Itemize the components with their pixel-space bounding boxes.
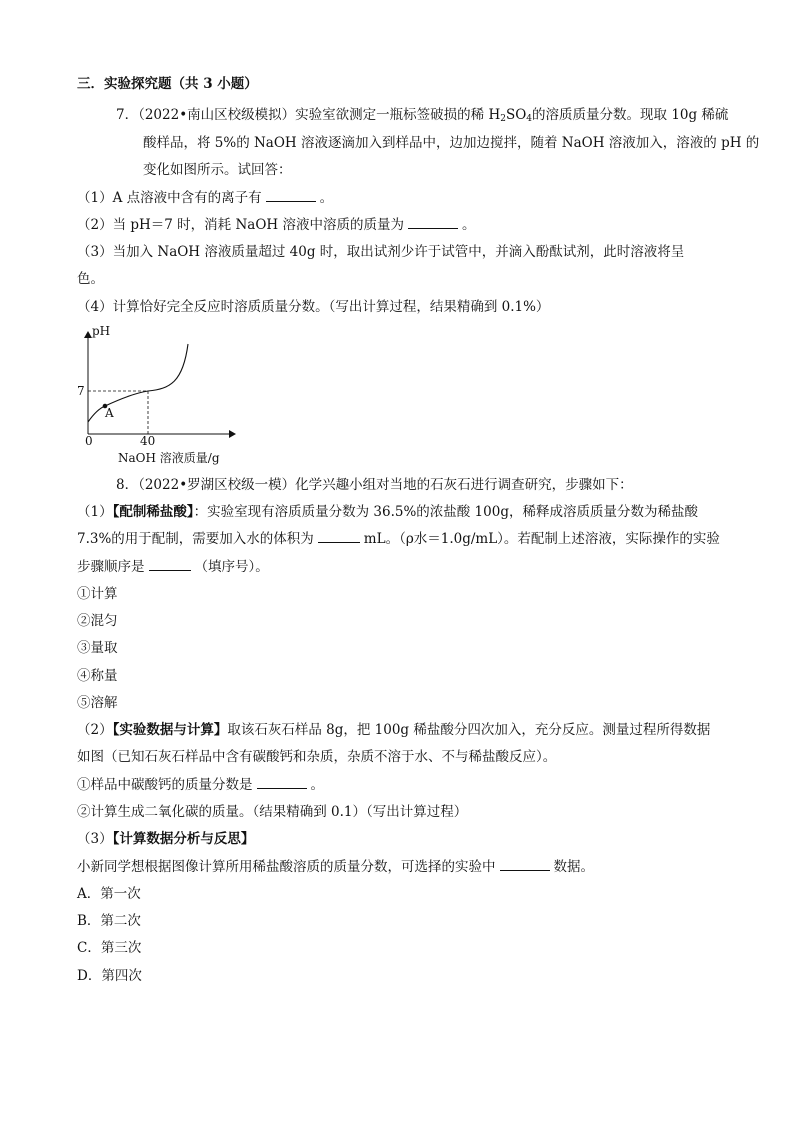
q8-p1-line3 — [77, 557, 269, 577]
step-item: ②混匀 — [77, 613, 118, 629]
origin-label: 0 — [85, 434, 93, 448]
q8-p2-title: 【实验数据与计算】 — [112, 722, 228, 738]
answer-blank[interactable] — [149, 557, 191, 571]
q7-line1-pre: 7．（2022•南山区校级模拟）实验室欲测定一瓶标签破损的稀 H — [116, 107, 501, 123]
answer-blank[interactable] — [500, 857, 550, 871]
section-title: 三．实验探究题（共 3 小题） — [77, 76, 258, 92]
q7-line1-mid: SO — [505, 107, 527, 123]
q7-sub3-line2: 色。 — [77, 271, 104, 287]
q8-p3-text: 小新同学想根据图像计算所用稀盐酸溶质的质量分数，可选择的实验中 — [77, 859, 496, 875]
q8-p2-q1-end: 。 — [310, 777, 324, 793]
q8-p3-heading — [77, 829, 254, 849]
x-tick-40: 40 — [140, 434, 156, 448]
step-item: ④称量 — [77, 668, 118, 684]
q8-p1-title: 【配制稀盐酸】 — [112, 504, 194, 520]
answer-blank[interactable] — [266, 188, 316, 202]
q7-sub1 — [77, 188, 333, 208]
q7-sub-2: 2 — [500, 114, 506, 124]
answer-blank[interactable] — [318, 529, 360, 543]
q8-p2-line2: 如图（已知石灰石样品中含有碳酸钙和杂质，杂质不溶于水、不与稀盐酸反应）。 — [77, 749, 557, 765]
q8-intro: 8．（2022•罗湖区校级一模）化学兴趣小组对当地的石灰石进行调查研究，步骤如下： — [116, 477, 633, 493]
q8-p3-num: （3） — [77, 831, 113, 847]
option-d[interactable]: D．第四次 — [77, 968, 142, 984]
q8-p1-line3-end: （填序号）。 — [194, 559, 269, 575]
q8-p2-line1 — [77, 720, 710, 740]
step-item: ③量取 — [77, 640, 118, 656]
q8-p1-num: （1） — [77, 504, 113, 520]
y-axis-label: pH — [92, 324, 111, 338]
q8-p3-end: 数据。 — [553, 859, 594, 875]
q8-p1-line2-text: 7.3%的用于配制，需要加入水的体积为 — [77, 531, 314, 547]
q7-sub2-text: （2）当 pH＝7 时，消耗 NaOH 溶液中溶质的质量为 — [77, 217, 404, 233]
q8-p2-q2: ②计算生成二氧化碳的质量。（结果精确到 0.1）（写出计算过程） — [77, 804, 468, 820]
q7-sub4: （4）计算恰好完全反应时溶质质量分数。（写出计算过程，结果精确到 0.1%） — [77, 299, 550, 315]
q8-p3-line1 — [77, 857, 594, 877]
q7-line3: 变化如图所示。试回答： — [143, 162, 292, 178]
answer-blank[interactable] — [408, 215, 458, 229]
q8-p2-num: （2） — [77, 722, 113, 738]
y-tick-7: 7 — [77, 384, 85, 398]
q7-sub1-end: 。 — [319, 190, 334, 206]
q7-sub1-text: （1）A 点溶液中含有的离子有 — [77, 190, 262, 206]
q7-sub3-line1: （3）当加入 NaOH 溶液质量超过 40g 时，取出试剂少许于试管中，并滴入酚酞试剂，此时溶液将呈 — [77, 244, 685, 260]
q7-sub-4: 4 — [526, 114, 533, 124]
q8-p1-text: ：实验室现有溶质质量分数为 36.5%的浓盐酸 100g，稀释成溶质质量分数为稀盐酸 — [193, 504, 698, 520]
q8-p1-line3-text: 步骤顺序是 — [77, 559, 145, 575]
q7-line1-post: 的溶质质量分数。现取 10g 稀硫 — [532, 107, 729, 123]
point-a-label: A — [105, 406, 114, 420]
option-b[interactable]: B．第二次 — [77, 913, 141, 929]
q8-p3-title: 【计算数据分析与反思】 — [112, 831, 255, 847]
q7-line1 — [116, 105, 728, 129]
step-item: ①计算 — [77, 586, 118, 602]
q7-sub2 — [77, 215, 475, 235]
q8-p1-line1 — [77, 502, 698, 522]
q7-sub2-end: 。 — [461, 217, 476, 233]
ph-curve — [88, 344, 188, 422]
ph-graph — [75, 322, 245, 467]
answer-blank[interactable] — [257, 775, 307, 789]
q8-p1-line2 — [77, 529, 720, 549]
step-item: ⑤溶解 — [77, 695, 118, 711]
q8-p2-q1-text: ①样品中碳酸钙的质量分数是 — [77, 777, 253, 793]
q8-p1-line2-end: mL。（ρ水＝1.0g/mL）。若配制上述溶液，实际操作的实验 — [363, 531, 720, 547]
option-a[interactable]: A．第一次 — [77, 886, 141, 902]
x-axis-label: NaOH 溶液质量/g — [118, 451, 220, 465]
option-c[interactable]: C．第三次 — [77, 940, 142, 956]
q7-line2: 酸样品，将 5%的 NaOH 溶液逐滴加入到样品中，边加边搅拌，随着 NaOH 溶液加入，溶液的 pH 的 — [143, 135, 760, 151]
q8-p2-q1 — [77, 775, 324, 795]
q8-p2-text: 取该石灰石样品 8g，把 100g 稀盐酸分四次加入，充分反应。测量过程所得数据 — [227, 722, 711, 738]
